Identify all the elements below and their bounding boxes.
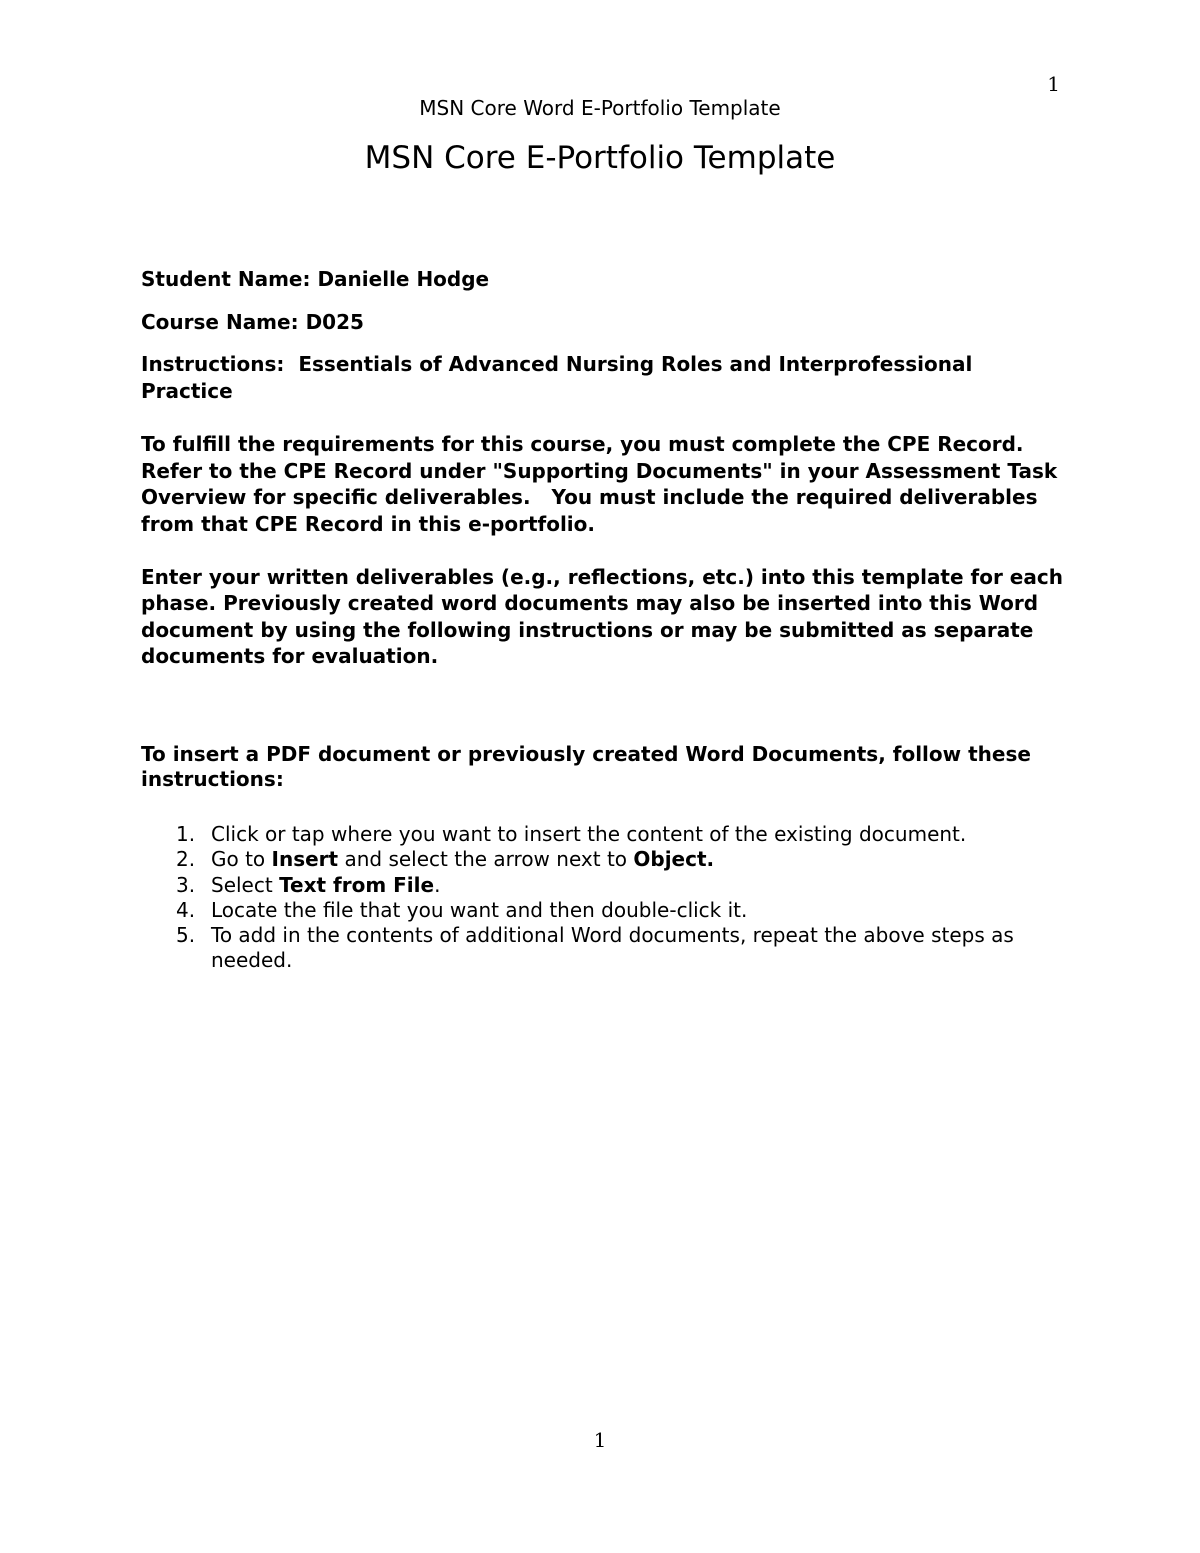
step-number: 1.	[176, 822, 196, 846]
list-item	[141, 822, 1066, 847]
step-number: 4.	[176, 897, 196, 922]
instructions-value: Essentials of Advanced Nursing Roles and Interprofessional Practice	[141, 352, 973, 403]
step-text: Locate the file that you want and then double-click it.	[211, 897, 748, 922]
step-text: To add in the contents of additional Word documents, repeat the above steps as needed.	[211, 923, 1014, 973]
list-item	[141, 873, 1066, 898]
document-title: MSN Core E-Portfolio Template	[364, 140, 836, 176]
step-text: Click or tap where you want to insert the content of the existing document.	[211, 822, 967, 846]
student-name-value: Danielle Hodge	[317, 267, 490, 291]
list-item	[141, 847, 1066, 872]
running-header: MSN Core Word E-Portfolio Template	[419, 96, 781, 120]
header-page-number: 1	[1047, 72, 1060, 96]
step-text-pre: Go to	[211, 847, 272, 872]
footer-page-number: 1	[593, 1428, 607, 1452]
deliverables-paragraph: Enter your written deliverables (e.g., reflections, etc.) into this template for each phase. Previously created word documents may also be inserted into this Word document by using the following instructions or may be submitted as separate documents for evaluation.	[141, 565, 1063, 668]
instructions-line	[141, 351, 1066, 404]
step-bold-object: Object.	[633, 847, 715, 872]
course-name-label: Course Name:	[141, 309, 299, 334]
course-name-line	[141, 309, 1066, 336]
list-item	[141, 898, 1066, 923]
student-name-line	[141, 266, 1066, 293]
step-number: 3.	[176, 872, 196, 897]
step-bold-text-from-file: Text from File	[279, 872, 435, 897]
instructions-label: Instructions:	[141, 352, 285, 376]
step-text-mid: and select the arrow next to	[338, 847, 634, 872]
student-name-label: Student Name:	[141, 267, 311, 291]
step-number: 2.	[176, 847, 196, 872]
cpe-paragraph: To fulfill the requirements for this course, you must complete the CPE Record. Refer to the CPE Record under "Supporting Documents" in your Assessment Task Overview for specific deliverables. You must include the required deliverables from that CPE Record in this e-portfolio.	[141, 432, 1065, 536]
insert-instructions-heading: To insert a PDF document or previously created Word Documents, follow these instructions:	[141, 742, 1031, 792]
step-text-pre: Select	[211, 872, 280, 897]
document-body	[141, 266, 1066, 792]
course-name-value: D025	[305, 309, 364, 334]
insert-steps-list	[141, 822, 1066, 974]
step-number: 5.	[176, 923, 196, 948]
step-bold-insert: Insert	[271, 847, 339, 872]
step-text-post: .	[434, 872, 441, 897]
list-item	[141, 923, 1066, 974]
